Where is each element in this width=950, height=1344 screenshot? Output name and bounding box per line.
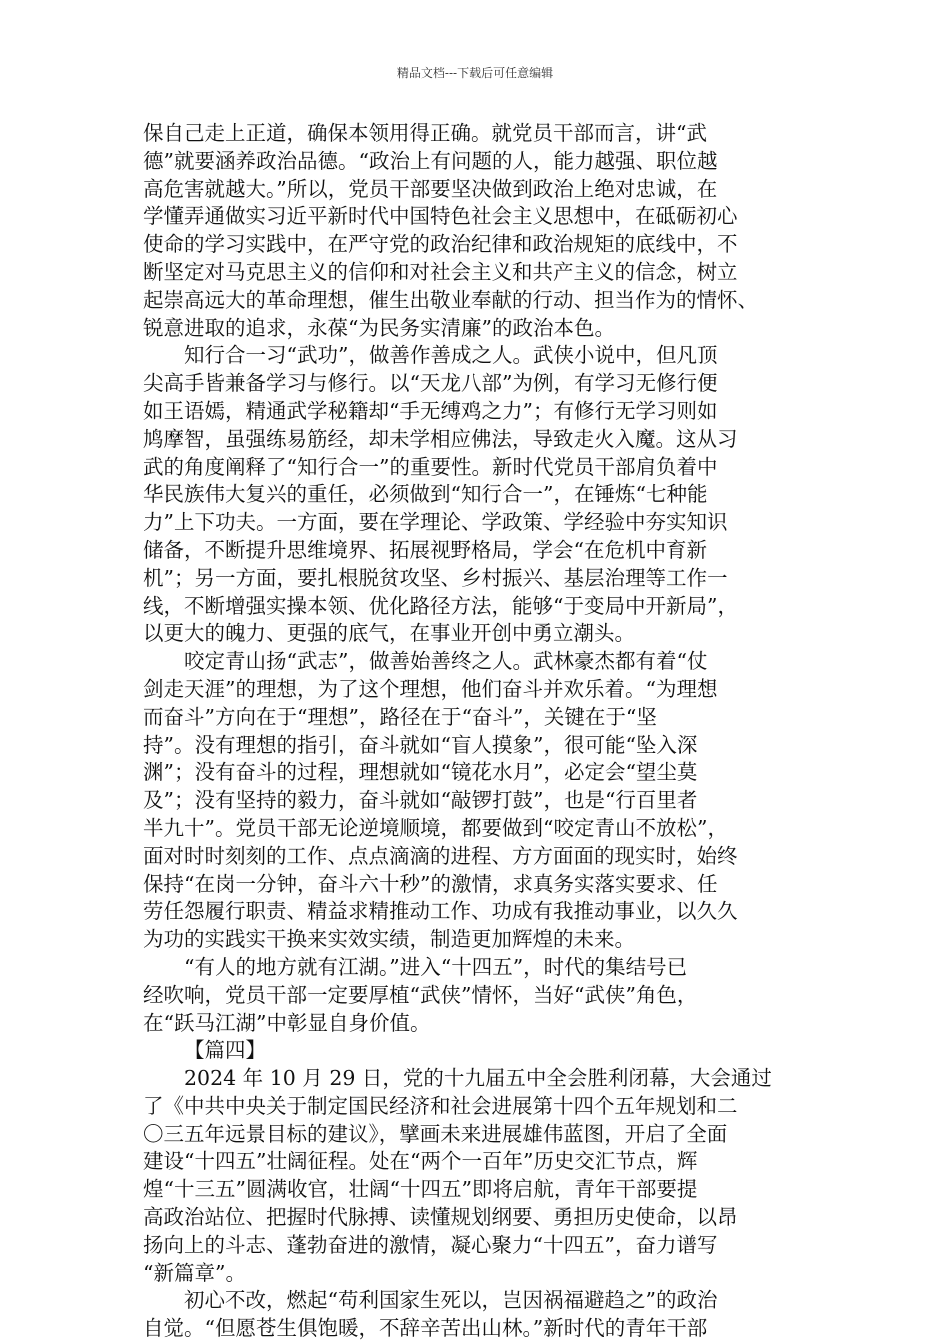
text-line: 力”上下功夫。一方面，要在学理论、学政策、学经验中夯实知识 [143,510,728,535]
text-line: 〇三五年远景目标的建议》，擘画未来进展雄伟蓝图，开启了全面 [143,1121,728,1146]
text-line: 高危害就越大。”所以，党员干部要坚决做到政治上绝对忠诚，在 [143,176,718,201]
text-line: 华民族伟大复兴的重任，必须做到“知行合一”，在锤炼“七种能 [143,482,708,507]
text-line: 扬向上的斗志、蓬勃奋进的激情，凝心聚力“十四五”，奋力谱写 [143,1232,718,1257]
text-line: 武的角度阐释了“知行合一”的重要性。新时代党员干部肩负着中 [143,454,718,479]
text-line: 自觉。“但愿苍生俱饱暖，不辞辛苦出山林。”新时代的青年干部 [143,1316,708,1341]
text-line: 咬定青山扬“武志”，做善始善终之人。武林豪杰都有着“仗 [184,649,708,674]
text-line: 高政治站位、把握时代脉搏、读懂规划纲要、勇担历史使命，以昂 [143,1205,738,1230]
text-line: 以更大的魄力、更强的底气，在事业开创中勇立潮头。 [143,621,635,646]
text-line: 在“跃马江湖”中彰显自身价值。 [143,1010,431,1035]
text-line: 剑走天涯”的理想，为了这个理想，他们奋斗并欢乐着。“为理想 [143,676,718,701]
text-line: 为功的实践实干换来实效实绩，制造更加辉煌的未来。 [143,927,635,952]
text-line: 鸠摩智，虽强练易筋经，却未学相应佛法，导致走火入魔。这从习 [143,426,738,451]
text-line: 持”。没有理想的指引，奋斗就如“盲人摸象”，很可能“坠入深 [143,732,698,757]
text-line: 保自己走上正道，确保本领用得正确。就党员干部而言，讲“武 [143,121,707,145]
text-line: 储备，不断提升思维境界、拓展视野格局，学会“在危机中育新 [143,537,707,562]
text-line: 了《中共中央关于制定国民经济和社会进展第十四个五年规划和二 [143,1093,738,1118]
text-line: 2024 年 10 月 29 日，党的十九届五中全会胜利闭幕，大会通过 [184,1066,772,1091]
text-line: 经吹响，党员干部一定要厚植“武侠”情怀，当好“武侠”角色， [143,982,698,1007]
text-line: 知行合一习“武功”，做善作善成之人。武侠小说中，但凡顶 [184,343,718,368]
text-line: 煌“十三五”圆满收官，壮阔“十四五”即将启航，青年干部要提 [143,1177,698,1202]
text-line: “新篇章”。 [143,1260,246,1285]
text-line: 初心不改，燃起“苟利国家生死以，岂因祸福避趋之”的政治 [184,1288,718,1313]
text-line: 起崇高远大的革命理想，催生出敬业奉献的行动、担当作为的情怀、 [143,287,758,312]
text-line: 锐意进取的追求，永葆“为民务实清廉”的政治本色。 [143,315,615,340]
text-line: 机”；另一方面，要扎根脱贫攻坚、乡村振兴、基层治理等工作一 [143,565,728,590]
text-line: 【篇四】 [184,1038,266,1063]
text-line: 而奋斗”方向在于“理想”，路径在于“奋斗”，关键在于“坚 [143,704,657,729]
page-header: 精品文档---下载后可任意编辑 [396,66,554,80]
text-line: 及”；没有坚持的毅力，奋斗就如“敲锣打鼓”，也是“行百里者 [143,788,698,813]
text-line: 德”就要涵养政治品德。“政治上有问题的人，能力越强、职位越 [143,148,718,173]
text-line: 学懂弄通做实习近平新时代中国特色社会主义思想中，在砥砺初心 [143,204,738,229]
text-line: 使命的学习实践中，在严守党的政治纪律和政治规矩的底线中，不 [143,232,738,257]
text-line: 半九十”。党员干部无论逆境顺境，都要做到“咬定青山不放松”， [143,815,728,840]
text-line: 劳任怨履行职责、精益求精推动工作、功成有我推动事业，以久久 [143,899,738,924]
document-body [143,120,815,1343]
text-line: 保持“在岗一分钟，奋斗六十秒”的激情，求真务实落实要求、任 [143,871,718,896]
text-line: 如王语嫣，精通武学秘籍却“手无缚鸡之力”；有修行无学习则如 [143,398,718,423]
text-line: 尖高手皆兼备学习与修行。以“天龙八部”为例，有学习无修行便 [143,371,718,396]
text-line: 断坚定对马克思主义的信仰和对社会主义和共产主义的信念，树立 [143,259,738,284]
text-line: 建设“十四五”壮阔征程。处在“两个一百年”历史交汇节点，辉 [143,1149,698,1174]
text-line: 渊”；没有奋斗的过程，理想就如“镜花水月”，必定会“望尘莫 [143,760,698,785]
text-line: 面对时时刻刻的工作、点点滴滴的进程、方方面面的现实时，始终 [143,843,738,868]
text-line: “有人的地方就有江湖。”进入“十四五”，时代的集结号已 [184,954,688,979]
text-line: 线，不断增强实操本领、优化路径方法，能够“于变局中开新局”， [143,593,738,618]
